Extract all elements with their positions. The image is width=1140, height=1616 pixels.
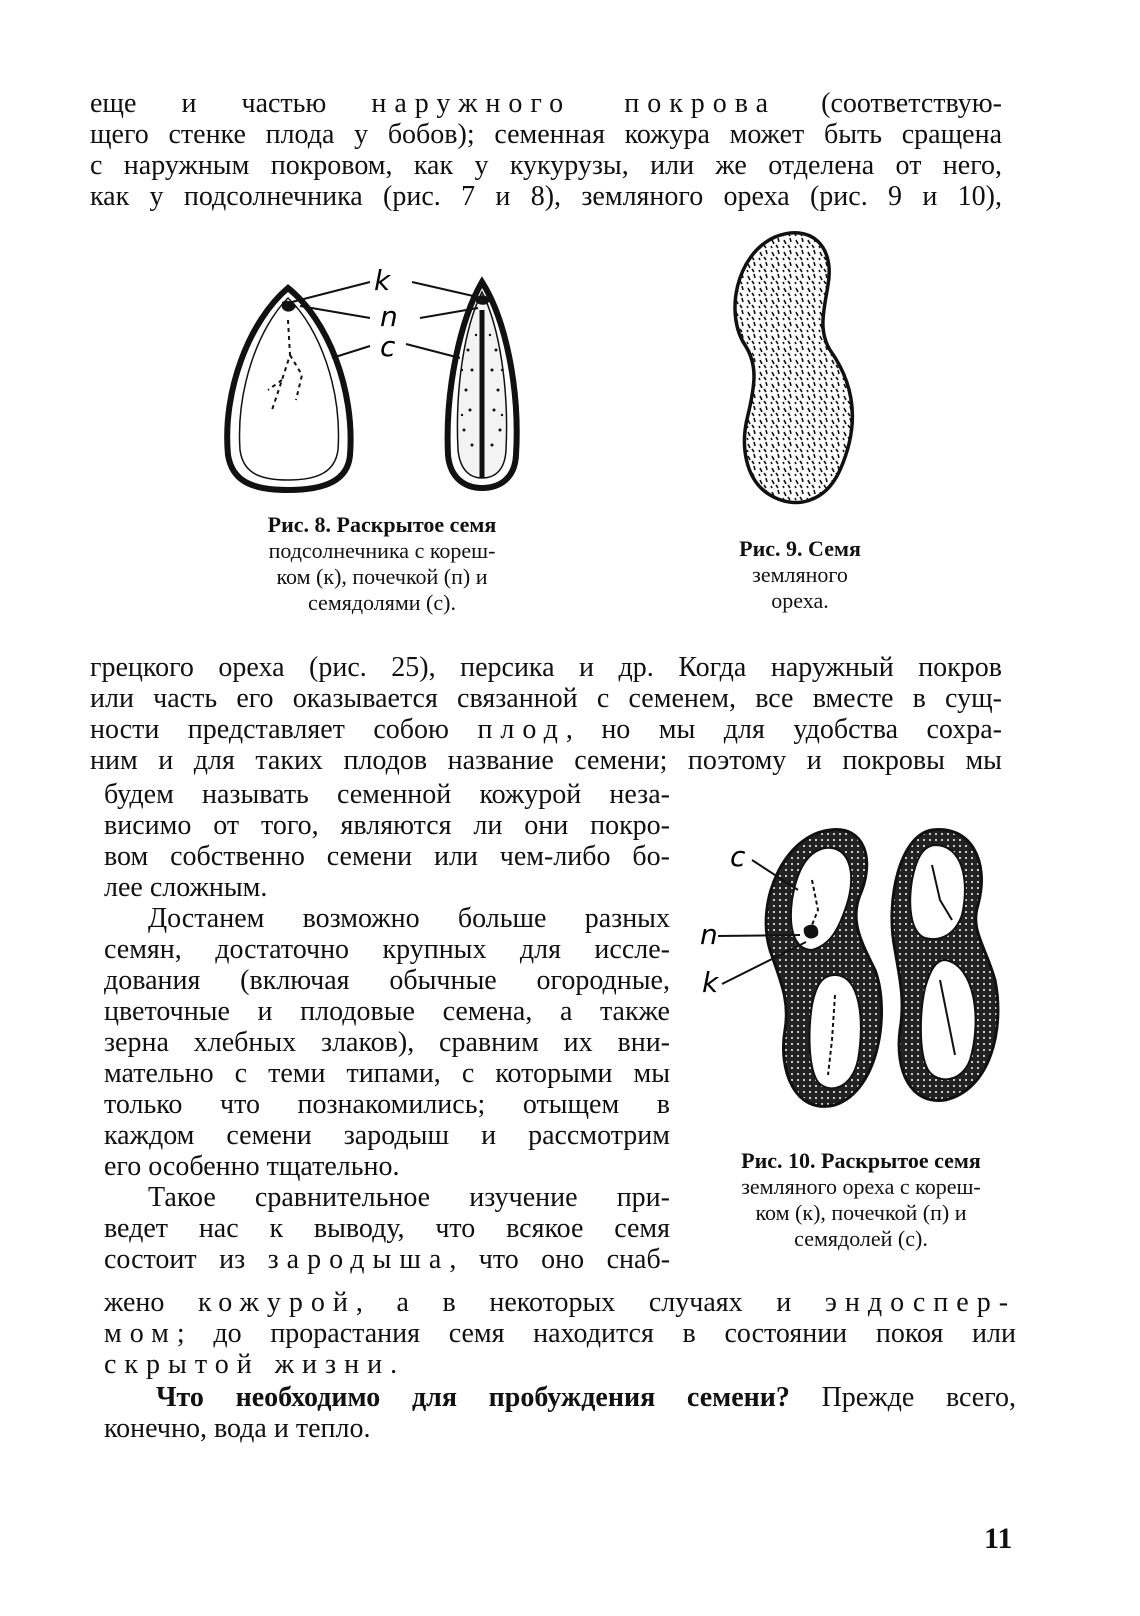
fig10-label-c: c (730, 840, 746, 873)
text-line: еще и частью наружного покрова (соответствую- (90, 88, 1002, 119)
text-line: конечно, вода и тепло. (104, 1413, 371, 1444)
fig9-peanut-drawing (710, 225, 880, 525)
caption-line: ореха. (771, 588, 829, 613)
page-number: 11 (984, 1522, 1013, 1555)
text-line: ности представляет собою плод, но мы для удобства сохра- (90, 714, 1002, 745)
text-line: только что познакомились; отыщем в (104, 1089, 670, 1120)
text-line: вом собственно семени или чем-либо бо- (104, 841, 670, 872)
text-line: жено кожурой, а в некоторых случаях и эндоспер- (104, 1287, 1017, 1318)
text-line: висимо от того, являются ли они покро- (104, 810, 670, 841)
fig9-caption (700, 536, 900, 614)
text-line: лее сложным. (104, 872, 268, 903)
text-line: с наружным покровом, как у кукурузы, или же отделена от него, (90, 150, 1002, 181)
text-line: состоит из зародыша, что оно снаб- (104, 1244, 671, 1275)
fig10-caption (706, 1148, 1016, 1252)
fig8-sunflower-seed-drawing (210, 240, 550, 510)
caption-line: Рис. 9. Семя (739, 536, 861, 561)
text-line: зерна хлебных злаков), сравним их вни- (104, 1027, 670, 1058)
caption-line: Рис. 10. Раскрытое семя (741, 1148, 981, 1173)
caption-line: семядолей (с). (794, 1226, 928, 1251)
text-line: ним и для таких плодов название семени; поэтому и покровы мы (90, 745, 1002, 776)
middle-paragraph (90, 652, 1002, 776)
fig10-label-n: n (700, 918, 718, 951)
text-line: грецкого ореха (рис. 25), персика и др. Когда наружный покров (90, 652, 1002, 683)
fig8-label-n: n (380, 300, 398, 333)
text-line: Такое сравнительное изучение при- (148, 1182, 670, 1213)
text-line: ведет нас к выводу, что всякое семя (104, 1213, 670, 1244)
caption-line: Рис. 8. Раскрытое семя (267, 512, 497, 537)
text-line: семян, достаточно крупных для иссле- (104, 934, 670, 965)
text-line: Достанем возможно больше разных (148, 903, 670, 934)
text-line: скрытой жизни. (104, 1349, 398, 1380)
text-line: его особенно тщательно. (104, 1151, 400, 1182)
caption-line: земляного (752, 562, 848, 587)
caption-line: ком (к), почечкой (п) и (276, 564, 488, 589)
caption-line: подсолнечника с кореш- (268, 538, 496, 563)
caption-line: ком (к), почечкой (п) и (755, 1200, 967, 1225)
top-paragraph (90, 88, 1002, 212)
fig8-label-k: k (374, 264, 391, 297)
text-line: будем называть семенной кожурой неза- (104, 779, 670, 810)
question-paragraph (104, 1382, 1016, 1444)
text-line: щего стенке плода у бобов); семенная кожура может быть сращена (90, 119, 1002, 150)
text-line: каждом семени зародыш и рассмотрим (104, 1120, 670, 1151)
text-line: дования (включая обычные огородные, (104, 965, 670, 996)
text-line: мом; до прорастания семя находится в состоянии покоя или (104, 1318, 1016, 1349)
fig10-label-k: k (702, 966, 719, 999)
fig8-caption (212, 512, 552, 616)
caption-line: семядолями (с). (308, 590, 456, 615)
fig8-label-c: c (380, 330, 396, 363)
caption-line: земляного ореха с кореш- (741, 1174, 981, 1199)
text-line: как у подсолнечника (рис. 7 и 8), земляного ореха (рис. 9 и 10), (90, 181, 1002, 212)
bottom-paragraph (104, 1287, 1016, 1380)
text-line: или часть его оказывается связанной с семенем, все вместе в сущ- (90, 683, 1002, 714)
text-line: Что необходимо для пробуждения семени? Прежде всего, (156, 1382, 1016, 1413)
fig10-opened-peanut-drawing (700, 820, 1020, 1120)
text-line: цветочные и плодовые семена, а также (104, 996, 670, 1027)
question-heading: Что необходимо для пробуждения семени? (156, 1382, 790, 1413)
left-column-text (104, 779, 670, 1275)
text-line: мательно с теми типами, с которыми мы (104, 1058, 670, 1089)
